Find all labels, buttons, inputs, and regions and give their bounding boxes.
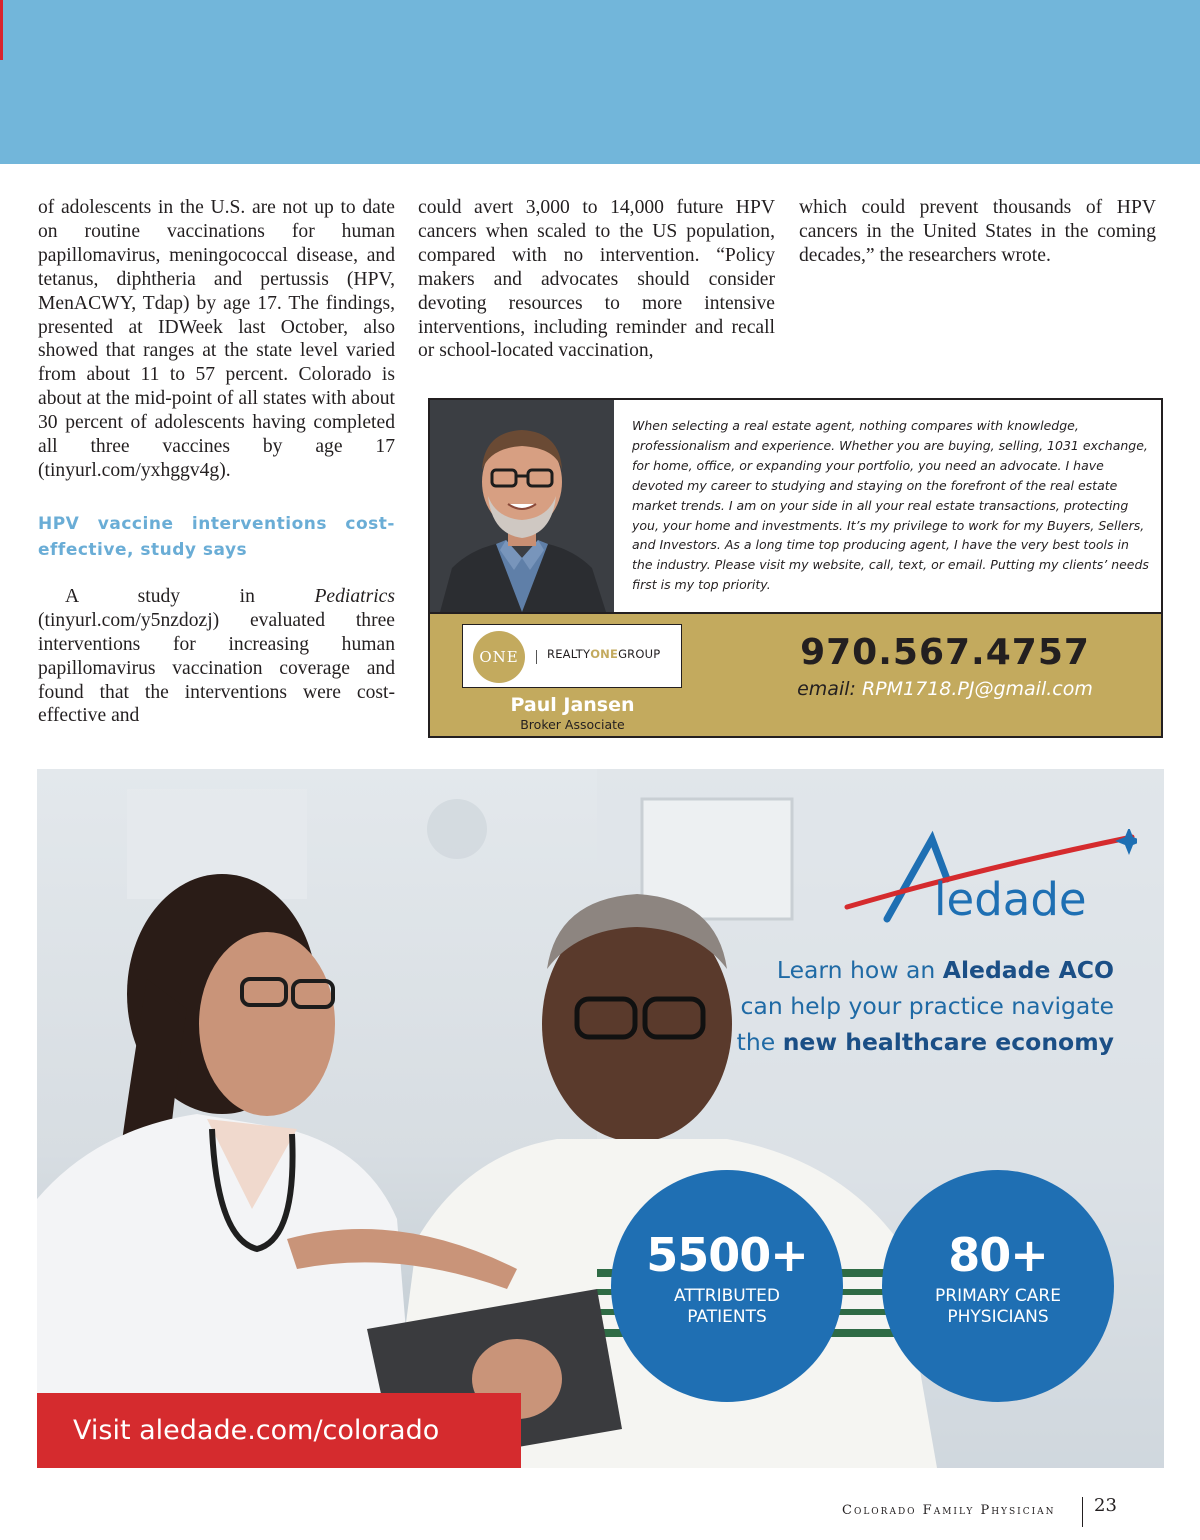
visit-link-banner[interactable]: Visit aledade.com/colorado (37, 1393, 521, 1468)
text-run: (tinyurl.com/y5nzdozj) evaluated three interventions for increasing human papillomavirus vaccination coverage and found that the interventions were cost-effective and (38, 609, 395, 727)
headline-text: the (736, 1028, 783, 1056)
agent-name: Paul Jansen (510, 694, 635, 716)
agent-bio: When selecting a real estate agent, nothing compares with knowledge, professionalism and experience. Whether you are buying, selling, 1031 exchange, for home, office, or expanding your portfolio, you need an advocate. I have devoted my career to studying and staying on the forefront of the real estate market trends. I am on your side in all your real estate transactions, protecting you, your home and investments. It’s my privilege to work for my Buyers, Sellers, and Investors. As a long time top producing agent, I have the very best tools in the industry. Please visit my website, call, text, or email. Putting my clients’ needs first is my top priority. (632, 418, 1149, 593)
agent-portrait-image (430, 400, 614, 612)
stat-circle-physicians (882, 1170, 1114, 1402)
article-paragraph: of adolescents in the U.S. are not up to date on routine vaccinations for human papillomavirus, meningococcal disease, and tetanus, diphtheria and pertussis (HPV, MenACWY, Tdap) by age 17. The findings, presented at IDWeek last October, also showed that ranges at the state level varied from about 11 to 57 percent. Colorado is about at the mid-point of all states with about 30 percent of adolescents having completed all three vaccines by age 17 (tinyurl.com/yxhggv4g). (38, 197, 395, 481)
stat-label: PRIMARY CARE PHYSICIANS (935, 1286, 1061, 1327)
realestate-ad (428, 398, 1163, 738)
page-number: 23 (1094, 1495, 1117, 1516)
email-label: email: (797, 678, 856, 700)
agent-contact-panel (430, 612, 1161, 736)
article-column-3 (799, 196, 1156, 268)
agent-title: Broker Associate (520, 717, 625, 732)
article-paragraph (38, 585, 395, 728)
article-paragraph: which could prevent thousands of HPV cancers in the United States in the coming decades,” the researchers wrote. (799, 197, 1156, 266)
stat-label: ATTRIBUTED PATIENTS (674, 1286, 780, 1327)
aledade-headline (657, 952, 1114, 1060)
red-edge-mark (0, 0, 3, 60)
logo-divider (536, 650, 537, 664)
headline-line-2: can help your practice navigate (740, 992, 1114, 1020)
agent-phone[interactable]: 970.567.4757 (800, 632, 1090, 673)
agent-photo (430, 400, 614, 612)
agent-email-line (760, 678, 1130, 700)
stat-circle-patients (611, 1170, 843, 1402)
section-heading: HPV vaccine interventions cost-effective, study says (38, 513, 395, 560)
headline-line-1 (657, 952, 1114, 988)
one-circle-logo: ONE (473, 631, 525, 683)
stat-value: 5500+ (646, 1228, 808, 1282)
logo-word-realty: REALTY (547, 647, 591, 661)
headline-text: Learn how an (776, 956, 943, 984)
article-column-1 (38, 196, 395, 728)
logo-wordmark (547, 647, 660, 661)
headline-emphasis: new healthcare economy (782, 1028, 1114, 1056)
journal-name: Pediatrics (314, 585, 395, 607)
aledade-logo-text: ledade (934, 873, 1087, 926)
agent-email[interactable]: RPM1718.PJ@gmail.com (861, 678, 1093, 700)
article-column-2 (418, 196, 775, 363)
footer-divider (1082, 1497, 1083, 1527)
logo-word-group: GROUP (618, 647, 661, 661)
realty-one-group-logo (462, 624, 682, 688)
article-paragraph: could avert 3,000 to 14,000 future HPV cancers when scaled to the US population, compared with no intervention. “Policy makers and advocates should consider devoting resources to more intensive interventions, including reminder and recall or school-located vaccination, (418, 197, 775, 362)
stat-value: 80+ (948, 1228, 1048, 1282)
headline-emphasis: Aledade ACO (942, 956, 1114, 984)
publication-name: Colorado Family Physician (842, 1503, 1056, 1518)
text-run: A study in (65, 585, 315, 607)
headline-line-3 (657, 1024, 1114, 1060)
aledade-ad (37, 769, 1164, 1468)
logo-word-one: ONE (590, 647, 619, 661)
header-band (0, 0, 1200, 164)
